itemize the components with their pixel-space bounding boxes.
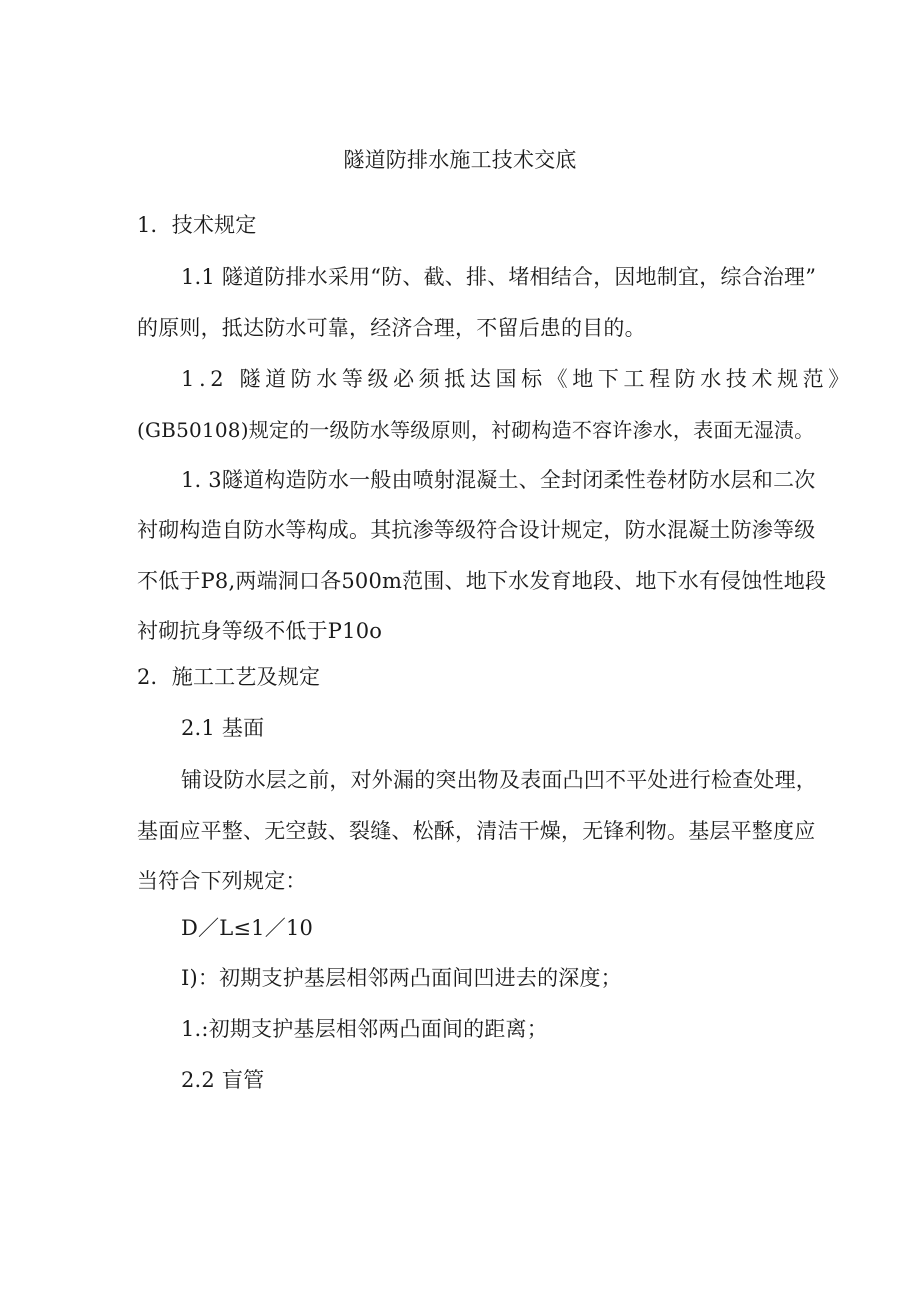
paragraph-1-3-line-3: 不低于P8,两端洞口各500m范围、地下水发育地段、地下水有侵蚀性地段 [137,569,827,593]
paragraph-1-1-line-2: 的原则，抵达防水可靠，经济合理，不留后患的目的。 [137,316,646,340]
section-1-heading: 1．技术规定 [137,213,257,237]
paragraph-2-1-line-1: 铺设防水层之前，对外漏的突出物及表面凸凹不平处进行检查处理， [181,768,817,792]
paragraph-1-3-line-4: 衬砌抗身等级不低于P10o [137,619,383,643]
paragraph-1-3-line-2: 衬砌构造自防水等构成。其抗渗等级符合设计规定，防水混凝土防渗等级 [137,518,816,542]
definition-l: 1.:初期支护基层相邻两凸面间的距离； [181,1017,548,1041]
section-2-heading: 2．施工工艺及规定 [137,665,321,689]
subsection-2-1-heading: 2.1 基面 [181,716,265,740]
paragraph-1-3-line-1: 1. 3隧道构造防水一般由喷射混凝土、全封闭柔性卷材防水层和二次 [181,468,816,492]
paragraph-1-1-line-1: 1.1 隧道防排水采用“防、截、排、堵相结合，因地制宜，综合治理” [181,265,817,289]
document-title: 隧道防排水施工技术交底 [343,148,577,172]
paragraph-2-1-line-2: 基面应平整、无空鼓、裂缝、松酥，清洁干燥，无锋利物。基层平整度应 [137,819,816,843]
paragraph-1-2-line-2: (GB50108)规定的一级防水等级原则，衬砌构造不容许渗水，表面无湿渍。 [137,418,815,442]
definition-d: I)：初期支护基层相邻两凸面间凹进去的深度； [181,966,622,990]
subsection-2-2-heading: 2.2 盲管 [181,1068,265,1092]
paragraph-2-1-line-3: 当符合下列规定： [137,869,307,893]
paragraph-1-2-line-1: 1.2 隧道防水等级必须抵达国标《地下工程防水技术规范》 [181,367,854,391]
flatness-formula: D／L≤1／10 [181,916,314,940]
